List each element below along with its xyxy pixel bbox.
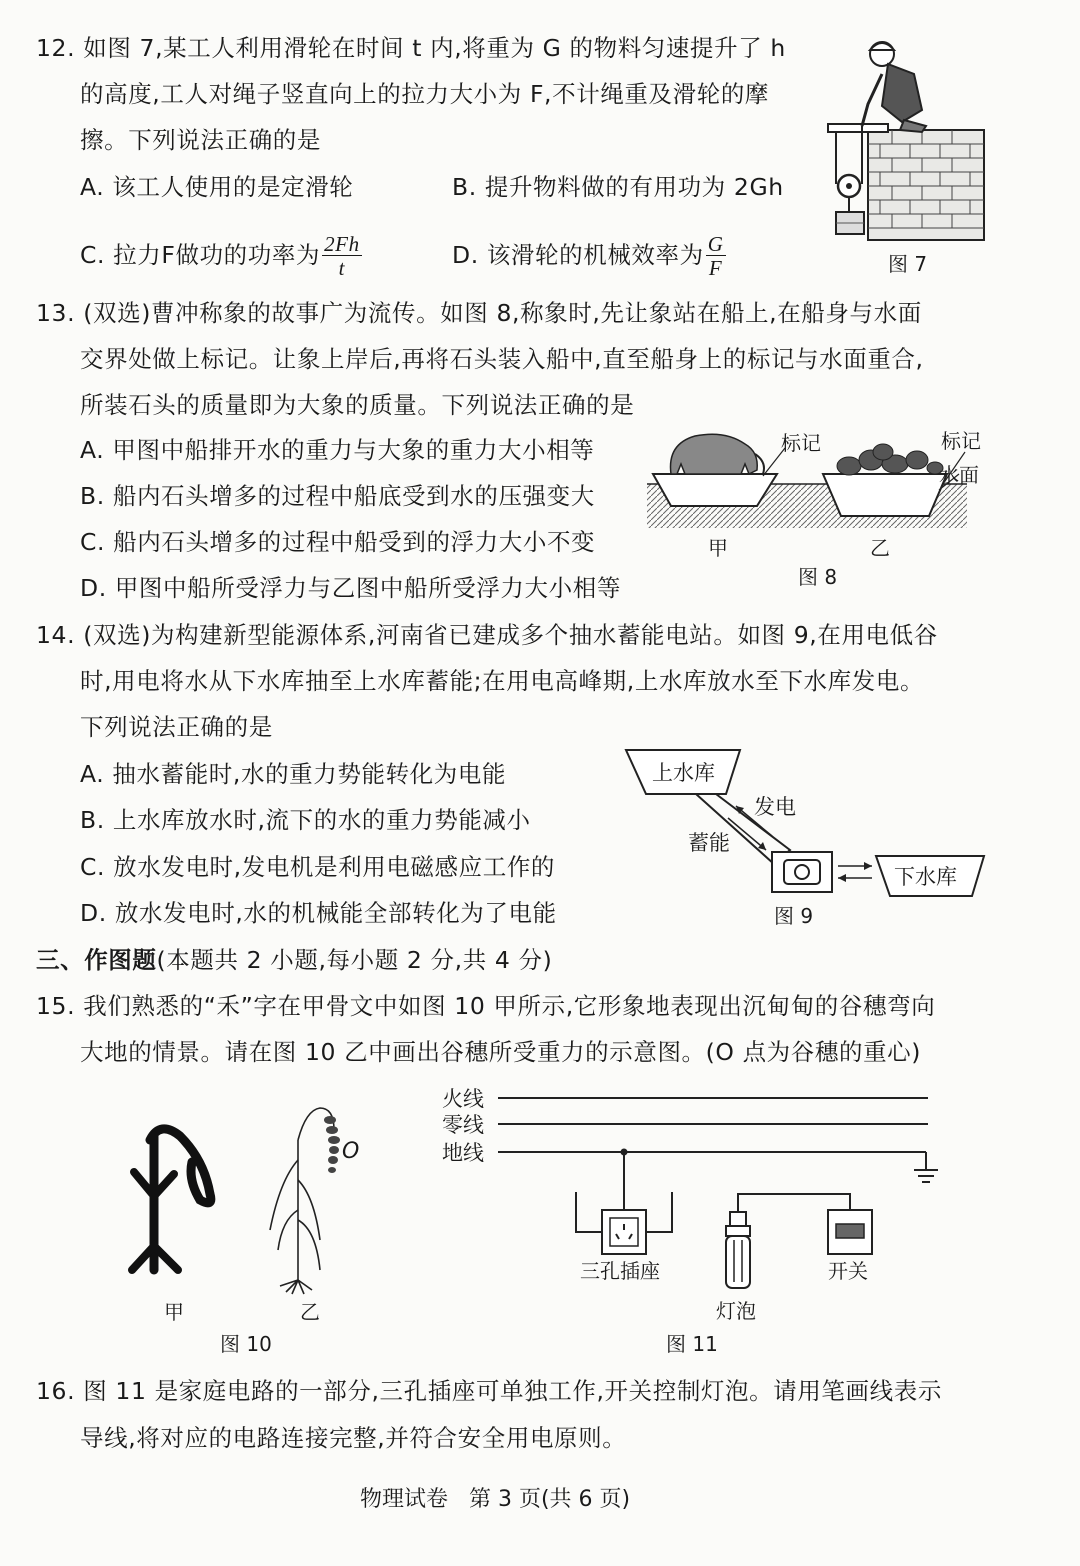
figure-11-switch-label: 开关 bbox=[828, 1259, 868, 1283]
figure-9-caption: 图 9 bbox=[774, 904, 814, 928]
q14-line1: 14. (双选)为构建新型能源体系,河南省已建成多个抽水蓄能电站。如图 9,在用电低谷 bbox=[36, 621, 938, 649]
figure-9-store-label: 蓄能 bbox=[688, 831, 730, 855]
q12-option-d-text: D. 该滑轮的机械效率为 bbox=[452, 241, 704, 269]
q16-line1: 16. 图 11 是家庭电路的一部分,三孔插座可单独工作,开关控制灯泡。请用笔画线表示 bbox=[36, 1377, 942, 1405]
figure-11-caption: 图 11 bbox=[666, 1332, 718, 1356]
q12-option-c bbox=[80, 233, 362, 280]
figure-10-point-o: O bbox=[342, 1139, 360, 1164]
q12-option-c-text: C. 拉力F做功的功率为 bbox=[80, 241, 321, 269]
figure-9-upper-reservoir-label: 上水库 bbox=[652, 761, 715, 785]
q12-option-c-denominator: t bbox=[338, 256, 346, 280]
figure-11-bulb-label: 灯泡 bbox=[716, 1299, 756, 1323]
figure-8-caption: 图 8 bbox=[798, 565, 838, 589]
q12-option-d-numerator: G bbox=[707, 232, 724, 256]
figure-11-circuit bbox=[440, 1082, 950, 1323]
figure-11-neutral-wire-label: 零线 bbox=[442, 1113, 484, 1137]
q14-option-a: A. 抽水蓄能时,水的重力势能转化为电能 bbox=[80, 760, 507, 788]
figure-9-pumped-storage bbox=[620, 746, 990, 906]
switch-icon[interactable] bbox=[828, 1210, 872, 1254]
q12-option-d bbox=[452, 233, 726, 280]
q12-option-a: A. 该工人使用的是定滑轮 bbox=[80, 173, 354, 201]
q12-option-b: B. 提升物料做的有用功为 2Gh bbox=[452, 173, 784, 201]
page-footer: 物理试卷 第 3 页(共 6 页) bbox=[360, 1487, 631, 1512]
q15-line1: 15. 我们熟悉的“禾”字在甲骨文中如图 10 甲所示,它形象地表现出沉甸甸的谷穗弯向 bbox=[36, 992, 936, 1020]
figure-7-caption: 图 7 bbox=[888, 252, 928, 276]
figure-8-label-jia: 甲 bbox=[708, 536, 728, 560]
q12-option-c-numerator: 2Fh bbox=[324, 232, 360, 256]
q12-line1: 12. 如图 7,某工人利用滑轮在时间 t 内,将重为 G 的物料匀速提升了 h bbox=[36, 34, 786, 62]
q14-line2: 时,用电将水从下水库抽至上水库蓄能;在用电高峰期,上水库放水至下水库发电。 bbox=[80, 667, 925, 695]
q12-line2: 的高度,工人对绳子竖直向上的拉力大小为 F,不计绳重及滑轮的摩 bbox=[80, 80, 770, 108]
q13-line3: 所装石头的质量即为大象的质量。下列说法正确的是 bbox=[80, 391, 635, 419]
figure-8-mark-label-1: 标记 bbox=[781, 431, 821, 455]
q14-line3: 下列说法正确的是 bbox=[80, 713, 273, 741]
q16-line2: 导线,将对应的电路连接完整,并符合安全用电原则。 bbox=[80, 1424, 627, 1452]
q12-option-d-fraction bbox=[706, 233, 726, 280]
q14-option-c: C. 放水发电时,发电机是利用电磁感应工作的 bbox=[80, 853, 556, 881]
figure-8-water-label: 水面 bbox=[939, 463, 979, 487]
figure-8-boats bbox=[645, 424, 985, 534]
q12-line3: 擦。下列说法正确的是 bbox=[80, 126, 321, 154]
figure-11-socket-label: 三孔插座 bbox=[580, 1259, 660, 1283]
figure-10-label-jia: 甲 bbox=[164, 1300, 184, 1324]
q12-option-d-denominator: F bbox=[708, 256, 723, 280]
q14-option-b: B. 上水库放水时,流下的水的重力势能减小 bbox=[80, 806, 531, 834]
q13-line1: 13. (双选)曹冲称象的故事广为流传。如图 8,称象时,先让象站在船上,在船身与水面 bbox=[36, 299, 922, 327]
figure-8-mark-label-2: 标记 bbox=[941, 429, 981, 453]
q13-option-b: B. 船内石头增多的过程中船底受到水的压强变大 bbox=[80, 482, 595, 510]
q13-option-d: D. 甲图中船所受浮力与乙图中船所受浮力大小相等 bbox=[80, 574, 621, 602]
figure-11-ground-wire-label: 地线 bbox=[442, 1141, 484, 1165]
figure-8-label-yi: 乙 bbox=[870, 536, 890, 560]
bulb-icon[interactable] bbox=[726, 1212, 750, 1288]
q13-line2: 交界处做上标记。让象上岸后,再将石头装入船中,直至船身上的标记与水面重合, bbox=[80, 345, 924, 373]
q15-line2: 大地的情景。请在图 10 乙中画出谷穗所受重力的示意图。(O 点为谷穗的重心) bbox=[80, 1038, 922, 1066]
q14-option-d: D. 放水发电时,水的机械能全部转化为了电能 bbox=[80, 899, 557, 927]
figure-9-lower-reservoir-label: 下水库 bbox=[894, 865, 957, 889]
figure-11-live-wire-label: 火线 bbox=[442, 1087, 484, 1111]
section-3-heading bbox=[36, 944, 552, 976]
q13-option-c: C. 船内石头增多的过程中船受到的浮力大小不变 bbox=[80, 528, 596, 556]
figure-9-generate-label: 发电 bbox=[754, 795, 796, 819]
section-3-title: 三、作图题 bbox=[36, 946, 157, 974]
figure-10-label-yi: 乙 bbox=[300, 1300, 320, 1324]
q12-option-c-fraction bbox=[322, 233, 362, 280]
figure-7-pulley-worker bbox=[822, 34, 992, 244]
figure-10-grain bbox=[120, 1100, 380, 1300]
figure-10-caption: 图 10 bbox=[220, 1332, 272, 1356]
three-hole-socket[interactable] bbox=[602, 1210, 646, 1254]
section-3-detail: (本题共 2 小题,每小题 2 分,共 4 分) bbox=[156, 946, 553, 974]
q13-option-a: A. 甲图中船排开水的重力与大象的重力大小相等 bbox=[80, 436, 595, 464]
